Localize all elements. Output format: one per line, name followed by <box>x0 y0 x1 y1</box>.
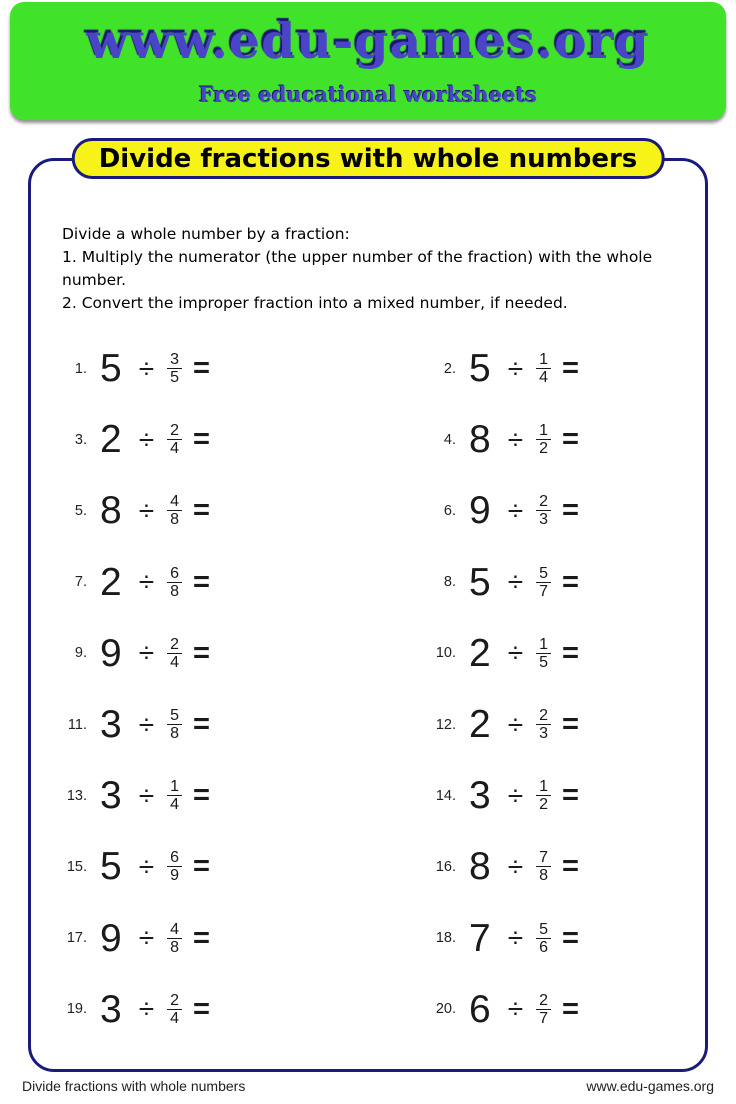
problem-number: 3. <box>74 431 87 448</box>
fraction <box>167 422 182 457</box>
division-sign: ÷ <box>507 423 524 455</box>
problem-item <box>426 560 702 604</box>
equals-sign: = <box>192 636 210 669</box>
equals-sign: = <box>561 423 579 456</box>
equals-sign: = <box>561 494 579 527</box>
equals-sign: = <box>561 708 579 741</box>
whole-number: 9 <box>100 631 122 675</box>
fraction-denominator: 6 <box>539 938 548 956</box>
whole-number: 2 <box>469 703 491 747</box>
fraction <box>167 636 182 671</box>
fraction <box>167 778 182 813</box>
division-sign: ÷ <box>138 850 155 882</box>
fraction-numerator: 1 <box>167 778 182 796</box>
division-sign: ÷ <box>138 993 155 1025</box>
problem-number: 2. <box>443 360 456 377</box>
fraction <box>536 493 551 528</box>
division-sign: ÷ <box>507 566 524 598</box>
fraction <box>167 565 182 600</box>
whole-number: 3 <box>100 703 122 747</box>
fraction-numerator: 5 <box>536 921 551 939</box>
page-footer <box>22 1078 714 1094</box>
fraction-denominator: 4 <box>539 369 548 387</box>
fraction-numerator: 6 <box>167 849 182 867</box>
whole-number: 9 <box>100 916 122 960</box>
division-sign: ÷ <box>138 566 155 598</box>
fraction-denominator: 4 <box>170 796 179 814</box>
fraction-denominator: 8 <box>170 938 179 956</box>
fraction <box>167 849 182 884</box>
fraction-numerator: 4 <box>167 921 182 939</box>
fraction-denominator: 4 <box>170 1009 179 1027</box>
equals-sign: = <box>192 494 210 527</box>
equals-sign: = <box>561 850 579 883</box>
instruction-line: 2. Convert the improper fraction into a mixed number, if needed. <box>62 294 568 312</box>
fraction-numerator: 2 <box>536 493 551 511</box>
fraction-numerator: 1 <box>536 636 551 654</box>
problem-item <box>57 774 426 818</box>
fraction-denominator: 4 <box>170 653 179 671</box>
division-sign: ÷ <box>138 779 155 811</box>
fraction-numerator: 2 <box>167 422 182 440</box>
problem-item <box>426 987 702 1031</box>
fraction <box>167 992 182 1027</box>
division-sign: ÷ <box>507 850 524 882</box>
whole-number: 2 <box>100 560 122 604</box>
fraction-denominator: 3 <box>539 725 548 743</box>
problem-number: 16. <box>435 858 456 875</box>
equals-sign: = <box>192 992 210 1025</box>
problem-number: 12. <box>435 716 456 733</box>
problem-number: 11. <box>67 716 87 733</box>
problem-item <box>426 418 702 462</box>
whole-number: 9 <box>469 489 491 533</box>
fraction <box>536 992 551 1027</box>
fraction-denominator: 8 <box>170 582 179 600</box>
equals-sign: = <box>561 565 579 598</box>
fraction <box>167 921 182 956</box>
problem-number: 17. <box>66 930 87 947</box>
fraction-numerator: 7 <box>536 849 551 867</box>
fraction-denominator: 4 <box>170 440 179 458</box>
problem-number: 9. <box>74 645 87 662</box>
fraction-denominator: 2 <box>539 440 548 458</box>
instructions <box>62 223 662 315</box>
problem-number: 5. <box>74 502 87 519</box>
equals-sign: = <box>561 779 579 812</box>
problem-item <box>426 916 702 960</box>
equals-sign: = <box>192 708 210 741</box>
worksheet-body <box>28 158 708 1072</box>
problem-item <box>426 347 702 391</box>
equals-sign: = <box>561 352 579 385</box>
problem-item <box>57 987 426 1031</box>
whole-number: 3 <box>100 774 122 818</box>
instruction-line: Divide a whole number by a fraction: <box>62 225 350 243</box>
problem-item <box>57 703 426 747</box>
equals-sign: = <box>192 779 210 812</box>
problem-number: 13. <box>66 787 87 804</box>
division-sign: ÷ <box>507 779 524 811</box>
equals-sign: = <box>192 565 210 598</box>
fraction-numerator: 1 <box>536 778 551 796</box>
fraction-denominator: 7 <box>539 1009 548 1027</box>
problem-number: 6. <box>443 502 456 519</box>
whole-number: 5 <box>469 347 491 391</box>
equals-sign: = <box>561 636 579 669</box>
fraction-denominator: 8 <box>170 725 179 743</box>
equals-sign: = <box>561 992 579 1025</box>
division-sign: ÷ <box>138 922 155 954</box>
problem-number: 14. <box>435 787 456 804</box>
fraction-numerator: 2 <box>167 636 182 654</box>
footer-worksheet-name: Divide fractions with whole numbers <box>22 1078 246 1094</box>
division-sign: ÷ <box>138 494 155 526</box>
whole-number: 5 <box>100 347 122 391</box>
problem-item <box>57 489 426 533</box>
fraction-numerator: 2 <box>167 992 182 1010</box>
division-sign: ÷ <box>507 993 524 1025</box>
equals-sign: = <box>561 921 579 954</box>
whole-number: 3 <box>469 774 491 818</box>
site-logo-text: www.edu-games.org <box>86 12 650 70</box>
division-sign: ÷ <box>138 637 155 669</box>
fraction-numerator: 2 <box>536 707 551 725</box>
fraction-numerator: 1 <box>536 351 551 369</box>
problem-item <box>426 631 702 675</box>
fraction <box>536 565 551 600</box>
fraction <box>536 351 551 386</box>
whole-number: 7 <box>469 916 491 960</box>
division-sign: ÷ <box>507 352 524 384</box>
problem-item <box>426 489 702 533</box>
division-sign: ÷ <box>507 922 524 954</box>
footer-site-url: www.edu-games.org <box>586 1078 714 1094</box>
whole-number: 5 <box>469 560 491 604</box>
instruction-line: 1. Multiply the numerator (the upper number of the fraction) with the whole number. <box>62 248 653 289</box>
problem-number: 4. <box>443 431 456 448</box>
fraction-denominator: 3 <box>539 511 548 529</box>
problem-item <box>57 631 426 675</box>
fraction-denominator: 9 <box>170 867 179 885</box>
fraction-numerator: 1 <box>536 422 551 440</box>
site-tagline: Free educational worksheets <box>198 82 538 107</box>
fraction <box>536 636 551 671</box>
division-sign: ÷ <box>507 637 524 669</box>
whole-number: 8 <box>469 845 491 889</box>
problem-item <box>57 560 426 604</box>
fraction-denominator: 5 <box>539 653 548 671</box>
problem-item <box>426 845 702 889</box>
problem-item <box>57 916 426 960</box>
division-sign: ÷ <box>138 423 155 455</box>
fraction <box>536 849 551 884</box>
problem-item <box>57 347 426 391</box>
fraction-denominator: 8 <box>170 511 179 529</box>
problem-number: 1. <box>74 360 87 377</box>
fraction-numerator: 3 <box>167 351 182 369</box>
whole-number: 2 <box>100 418 122 462</box>
fraction <box>536 921 551 956</box>
whole-number: 8 <box>469 418 491 462</box>
whole-number: 3 <box>100 987 122 1031</box>
fraction <box>536 422 551 457</box>
fraction-denominator: 2 <box>539 796 548 814</box>
problem-number: 8. <box>443 574 456 591</box>
problem-number: 7. <box>74 574 87 591</box>
fraction <box>536 778 551 813</box>
whole-number: 6 <box>469 987 491 1031</box>
problems-grid <box>57 333 702 1045</box>
problem-number: 10. <box>435 645 456 662</box>
problem-item <box>426 703 702 747</box>
fraction-numerator: 5 <box>536 565 551 583</box>
division-sign: ÷ <box>138 708 155 740</box>
fraction <box>167 351 182 386</box>
fraction-numerator: 5 <box>167 707 182 725</box>
site-banner <box>10 2 726 120</box>
equals-sign: = <box>192 352 210 385</box>
whole-number: 5 <box>100 845 122 889</box>
fraction-denominator: 5 <box>170 369 179 387</box>
division-sign: ÷ <box>138 352 155 384</box>
worksheet-title: Divide fractions with whole numbers <box>72 138 665 179</box>
problem-number: 19. <box>66 1001 87 1018</box>
division-sign: ÷ <box>507 708 524 740</box>
problem-item <box>426 774 702 818</box>
problem-number: 18. <box>435 930 456 947</box>
fraction <box>167 707 182 742</box>
division-sign: ÷ <box>507 494 524 526</box>
fraction-numerator: 4 <box>167 493 182 511</box>
problem-item <box>57 418 426 462</box>
equals-sign: = <box>192 423 210 456</box>
fraction <box>536 707 551 742</box>
fraction-denominator: 8 <box>539 867 548 885</box>
whole-number: 8 <box>100 489 122 533</box>
whole-number: 2 <box>469 631 491 675</box>
fraction <box>167 493 182 528</box>
fraction-numerator: 6 <box>167 565 182 583</box>
problem-number: 15. <box>66 858 87 875</box>
equals-sign: = <box>192 850 210 883</box>
fraction-numerator: 2 <box>536 992 551 1010</box>
equals-sign: = <box>192 921 210 954</box>
problem-number: 20. <box>435 1001 456 1018</box>
fraction-denominator: 7 <box>539 582 548 600</box>
problem-item <box>57 845 426 889</box>
